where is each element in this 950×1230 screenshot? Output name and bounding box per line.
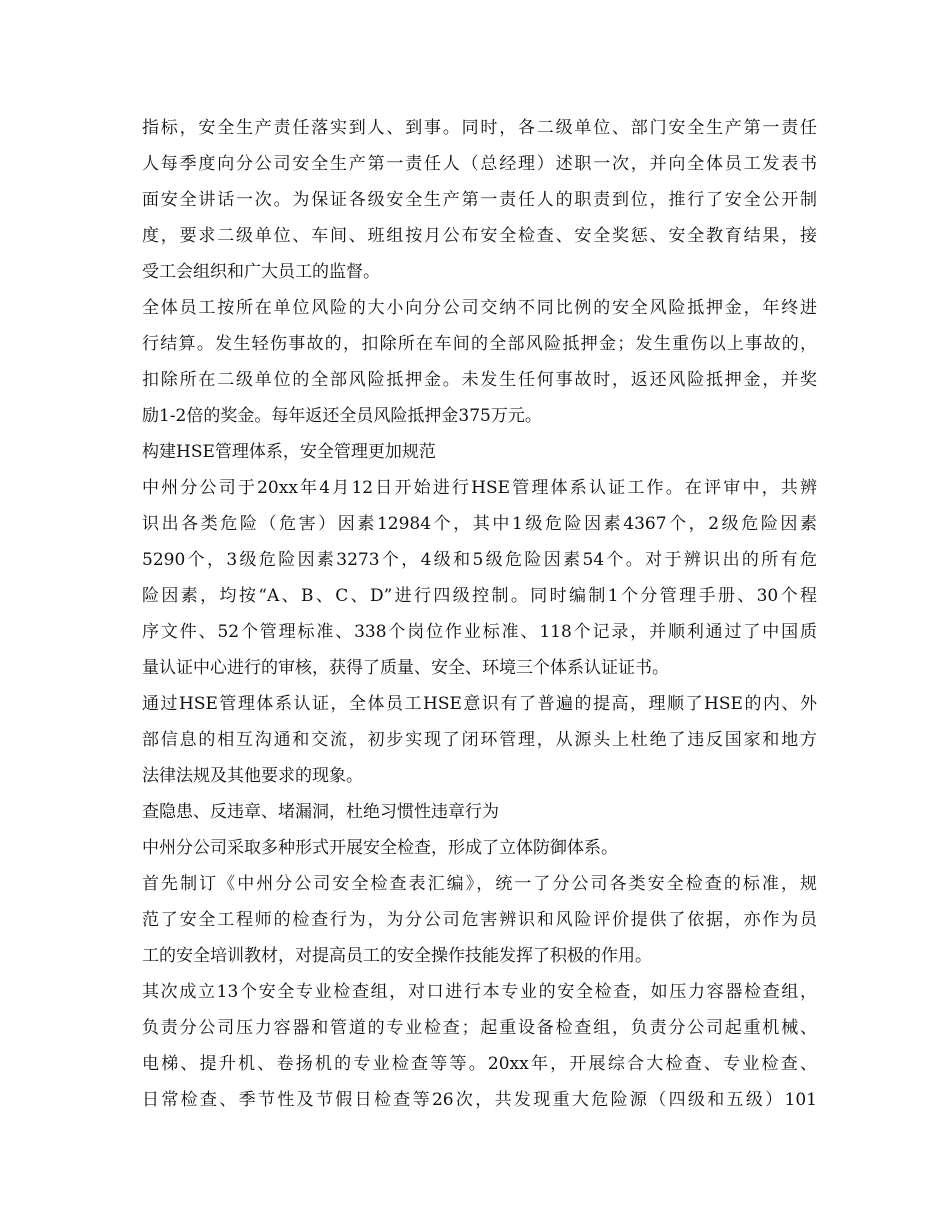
text-line: 励1-2倍的奖金。每年返还全员风险抵押金375万元。 xyxy=(142,406,542,426)
text-line: 首先制订《中州分公司安全检查表汇编》，统一了分公司各类安全检查的标准，规 xyxy=(142,874,817,894)
text-line: 度，要求二级单位、车间、班组按月公布安全检查、安全奖惩、安全教育结果，接 xyxy=(142,226,817,246)
text-line: 部信息的相互沟通和交流，初步实现了闭环管理，从源头上杜绝了违反国家和地方 xyxy=(142,730,817,750)
text-line: 法律法规及其他要求的现象。 xyxy=(142,766,363,786)
text-line: 险因素，均按“A、B、C、D”进行四级控制。同时编制1个分管理手册、30个程 xyxy=(142,586,817,606)
text-line: 负责分公司压力容器和管道的专业检查；起重设备检查组，负责分公司起重机械、 xyxy=(142,1018,817,1038)
text-line: 识出各类危险（危害）因素12984个，其中1级危险因素4367个，2级危险因素 xyxy=(142,514,817,534)
text-line: 指标，安全生产责任落实到人、到事。同时，各二级单位、部门安全生产第一责任 xyxy=(142,118,817,138)
text-line: 查隐患、反违章、堵漏洞，杜绝习惯性违章行为 xyxy=(142,802,499,822)
text-line: 受工会组织和广大员工的监督。 xyxy=(142,262,380,282)
text-line: 工的安全培训教材，对提高员工的安全操作技能发挥了积极的作用。 xyxy=(142,946,652,966)
text-line: 扣除所在二级单位的全部风险抵押金。未发生任何事故时，返还风险抵押金，并奖 xyxy=(142,370,817,390)
document-body xyxy=(142,110,817,1118)
text-line: 范了安全工程师的检查行为，为分公司危害辨识和风险评价提供了依据，亦作为员 xyxy=(142,910,817,930)
text-line: 日常检查、季节性及节假日检查等26次，共发现重大危险源（四级和五级）101 xyxy=(142,1090,817,1110)
text-line: 人每季度向分公司安全生产第一责任人（总经理）述职一次，并向全体员工发表书 xyxy=(142,154,817,174)
text-line: 行结算。发生轻伤事故的，扣除所在车间的全部风险抵押金；发生重伤以上事故的， xyxy=(142,334,817,354)
text-line: 量认证中心进行的审核，获得了质量、安全、环境三个体系认证证书。 xyxy=(142,658,669,678)
text-line: 电梯、提升机、卷扬机的专业检查等等。20xx年，开展综合大检查、专业检查、 xyxy=(142,1054,817,1074)
text-line: 通过HSE管理体系认证，全体员工HSE意识有了普遍的提高，理顺了HSE的内、外 xyxy=(142,694,817,714)
text-line: 5290个，3级危险因素3273个，4级和5级危险因素54个。对于辨识出的所有危 xyxy=(142,550,817,570)
text-line: 序文件、52个管理标准、338个岗位作业标准、118个记录，并顺利通过了中国质 xyxy=(142,622,817,642)
text-line: 中州分公司于20xx年4月12日开始进行HSE管理体系认证工作。在评审中，共辨 xyxy=(142,478,817,498)
text-line: 全体员工按所在单位风险的大小向分公司交纳不同比例的安全风险抵押金，年终进 xyxy=(142,298,817,318)
text-line: 中州分公司采取多种形式开展安全检查，形成了立体防御体系。 xyxy=(142,838,618,858)
text-line: 其次成立13个安全专业检查组，对口进行本专业的安全检查，如压力容器检查组， xyxy=(142,982,817,1002)
text-line: 面安全讲话一次。为保证各级安全生产第一责任人的职责到位，推行了安全公开制 xyxy=(142,190,817,210)
text-line: 构建HSE管理体系，安全管理更加规范 xyxy=(142,442,436,462)
